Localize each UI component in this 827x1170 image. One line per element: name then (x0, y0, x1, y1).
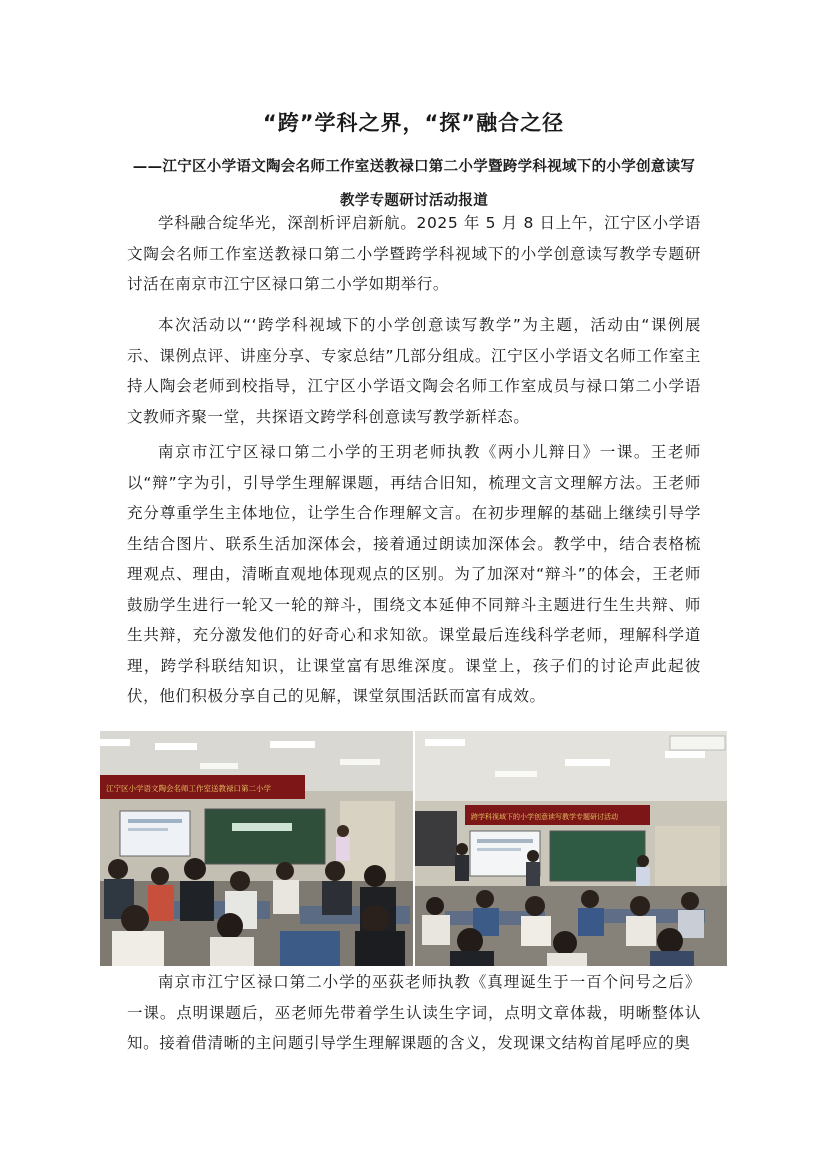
paragraph-activity-theme: 本次活动以“‘跨学科视域下的小学创意读写教学”为主题，活动由“课例展示、课例点评、讲座分享、专家总结”几部分组成。江宁区小学语文名师工作室主持人陶会老师到校指导，江宁区小学语文陶会名师工作室成员与禄口第二小学语文教师齐聚一堂，共探语文跨学科创意读写教学新样态。 (127, 316, 701, 426)
page-title: “跨”学科之界，“探”融合之径 (262, 111, 565, 135)
banner-text-right: 跨学科视域下的小学创意读写教学专题研讨活动 (471, 813, 618, 821)
paragraph-wu-lesson: 南京市江宁区禄口第二小学的巫荻老师执教《真理诞生于一百个问号之后》一课。点明课题后，巫老师先带着学生认读生字词，点明文章体裁，明晰整体认知。接着借清晰的主问题引导学生理解课题的含义，发现课文结构首尾呼应的奥 (127, 973, 701, 1052)
paragraph-intro: 学科融合绽华光，深剖析评启新航。2025 年 5 月 8 日上午，江宁区小学语文陶会名师工作室送教禄口第二小学暨跨学科视域下的小学创意读写教学专题研讨活在南京市江宁区禄口第二小学如期举行。 (127, 214, 701, 293)
paragraph-wang-lesson: 南京市江宁区禄口第二小学的王玥老师执教《两小儿辩日》一课。王老师以“辩”字为引，引导学生理解课题，再结合旧知，梳理文言文理解方法。王老师充分尊重学生主体地位，让学生合作理解文言。在初步理解的基础上继续引导学生结合图片、联系生活加深体会，接着通过朗读加深体会。教学中，结合表格梳理观点、理由，清晰直观地体现观点的区别。为了加深对“辩斗”的体会，王老师鼓励学生进行一轮又一轮的辩斗，围绕文本延伸不同辩斗主题进行生生共辩、师生共辩，充分激发他们的好奇心和求知欲。课堂最后连线科学老师，理解科学道理，跨学科联结知识，让课堂富有思维深度。课堂上，孩子们的讨论声此起彼伏，他们积极分享自己的见解，课堂氛围活跃而富有成效。 (127, 443, 701, 705)
classroom-photo-right (415, 731, 727, 966)
classroom-photos (100, 731, 727, 966)
classroom-photo-left (100, 731, 413, 966)
page-subtitle: ——江宁区小学语文陶会名师工作室送教禄口第二小学暨跨学科视域下的小学创意读写教学专题研讨活动报道 (132, 159, 696, 209)
banner-text-left: 江宁区小学语文陶会名师工作室送教禄口第二小学 (106, 784, 271, 793)
